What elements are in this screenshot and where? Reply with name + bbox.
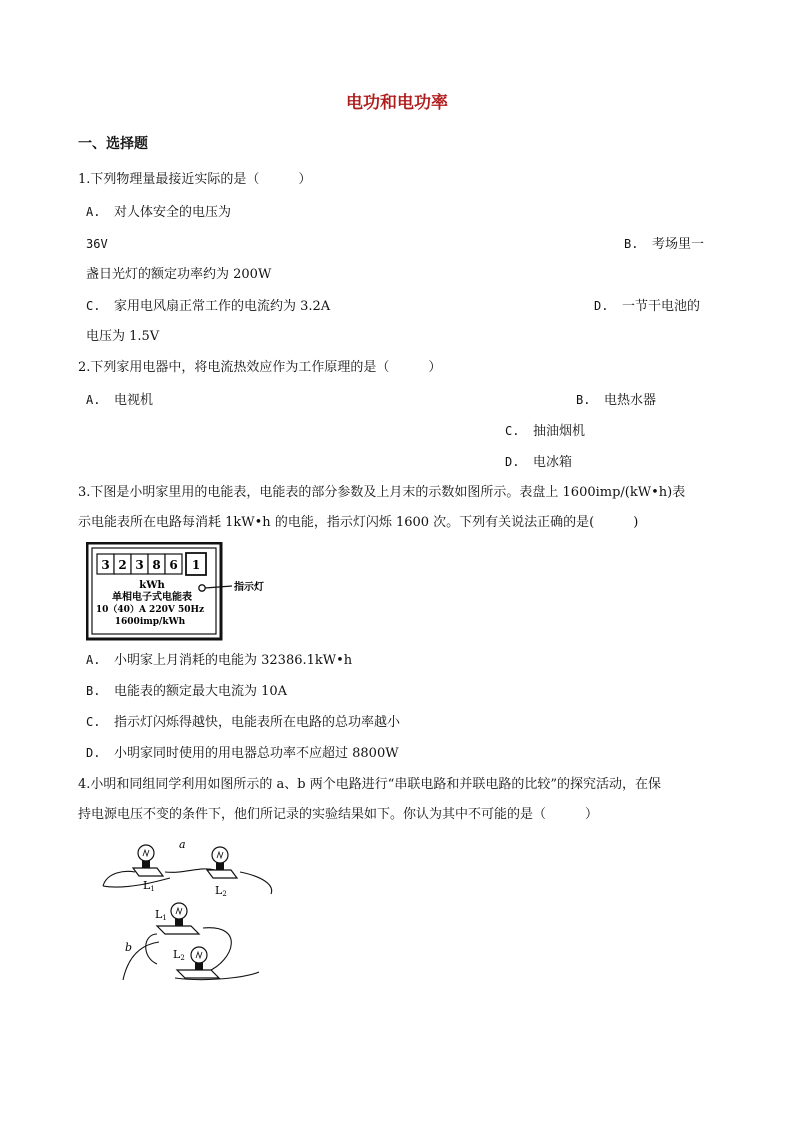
circuit-a-l2-subscript: 2 xyxy=(222,890,227,898)
meter-digit-4: 8 xyxy=(152,558,161,572)
q2-option-b-text: 电热水器 xyxy=(604,393,657,408)
meter-name: 单相电子式电能表 xyxy=(112,592,192,603)
circuit-b-label: b xyxy=(125,941,133,954)
q2-option-c-letter: C. xyxy=(505,424,520,438)
q1-option-a-text: 对人体安全的电压为 xyxy=(114,205,232,220)
meter-unit: kWh xyxy=(139,580,165,591)
meter-digit-6: 1 xyxy=(191,558,201,572)
meter-digit-5: 6 xyxy=(169,558,178,572)
q2-option-d-text: 电冰箱 xyxy=(533,455,573,470)
q3-stem-line1: 3.下图是小明家里用的电能表，电能表的部分参数及上月末的示数如图所示。表盘上 1600imp/(kW•h)表 xyxy=(78,485,686,500)
q2-option-d-letter: D. xyxy=(505,455,520,469)
q4-stem-line1: 4.小明和同组同学利用如图所示的 a、b 两个电路进行“串联电路和并联电路的比较”的探究活动，在保 xyxy=(78,777,662,792)
circuit-b-l1-label xyxy=(155,908,167,922)
electric-meter-figure xyxy=(86,542,286,642)
q3-option-b-letter: B. xyxy=(86,684,101,698)
q3-option-c[interactable] xyxy=(86,712,400,733)
circuit-figure xyxy=(95,832,285,992)
circuit-a-l2-letter: L xyxy=(215,884,223,897)
circuit-b-l2-letter: L xyxy=(173,948,181,961)
q1-option-c-letter: C. xyxy=(86,299,101,313)
q3-option-a[interactable] xyxy=(86,650,352,671)
bulb-icon xyxy=(133,845,163,876)
q4-stem-line2: 持电源电压不变的条件下，他们所记录的实验结果如下。你认为其中不可能的是（ ） xyxy=(78,807,599,822)
circuit-b-l2-subscript: 2 xyxy=(180,954,185,962)
meter-digit-1: 3 xyxy=(101,558,110,572)
q1-option-c-text: 家用电风扇正常工作的电流约为 3.2A xyxy=(114,299,331,314)
q2-option-d[interactable] xyxy=(505,452,572,473)
q1-stem: 1.下列物理量最接近实际的是（ ） xyxy=(78,172,312,187)
q3-stem-line2: 示电能表所在电路每消耗 1kW•h 的电能，指示灯闪烁 1600 次。下列有关说法正确的是( ) xyxy=(78,515,639,530)
q1-option-b-continuation: 盏日光灯的额定功率约为 200W xyxy=(86,267,272,282)
circuit-a-l1-subscript: 1 xyxy=(150,885,155,893)
section-heading: 一、选择题 xyxy=(78,136,148,152)
meter-imp: 1600imp/kWh xyxy=(114,617,186,627)
circuit-a xyxy=(103,838,272,898)
meter-spec: 10（40）A 220V 50Hz xyxy=(95,605,205,615)
q3-option-b-text: 电能表的额定最大电流为 10A xyxy=(114,684,288,699)
circuit-a-l1-label xyxy=(143,879,155,893)
q3-option-a-letter: A. xyxy=(86,653,101,667)
q1-option-b-text: 考场里一 xyxy=(652,237,705,252)
circuit-a-l2-label xyxy=(215,884,227,898)
circuit-b-l2-label xyxy=(173,948,185,962)
circuit-a-label: a xyxy=(179,838,186,851)
q1-option-d-letter: D. xyxy=(594,299,609,313)
q2-option-c[interactable] xyxy=(505,421,585,442)
bulb-icon xyxy=(207,847,237,878)
q2-option-b[interactable] xyxy=(576,390,656,411)
q1-option-d[interactable] xyxy=(594,296,700,317)
q3-option-a-text: 小明家上月消耗的电能为 32386.1kW•h xyxy=(114,653,353,668)
meter-digit-2: 2 xyxy=(118,558,127,572)
q1-option-b-letter: B. xyxy=(624,237,639,251)
q2-stem: 2.下列家用电器中，将电流热效应作为工作原理的是（ ） xyxy=(78,360,442,375)
q1-option-d-text: 一节干电池的 xyxy=(622,299,701,314)
q3-option-d-text: 小明家同时使用的用电器总功率不应超过 8800W xyxy=(114,746,399,761)
q1-option-a-letter: A. xyxy=(86,205,101,219)
q1-option-a-continuation: 36V xyxy=(86,237,108,251)
circuit-a-l1-letter: L xyxy=(143,879,151,892)
circuit-b-l1-letter: L xyxy=(155,908,163,921)
q3-option-c-letter: C. xyxy=(86,715,101,729)
q1-option-d-continuation: 电压为 1.5V xyxy=(86,329,160,344)
q3-option-d[interactable] xyxy=(86,743,399,764)
meter-digit-3: 3 xyxy=(135,558,144,572)
q2-option-a-letter: A. xyxy=(86,393,101,407)
q3-option-b[interactable] xyxy=(86,681,287,702)
q1-option-b[interactable] xyxy=(624,234,704,255)
circuit-b xyxy=(123,903,259,980)
q1-option-a[interactable] xyxy=(86,202,231,223)
q3-option-d-letter: D. xyxy=(86,746,101,760)
indicator-label: 指示灯 xyxy=(234,582,264,593)
q2-option-a[interactable] xyxy=(86,390,153,411)
circuit-b-l1-subscript: 1 xyxy=(162,914,167,922)
indicator-lamp-icon xyxy=(199,585,205,591)
q3-option-c-text: 指示灯闪烁得越快，电能表所在电路的总功率越小 xyxy=(114,715,401,730)
q2-option-c-text: 抽油烟机 xyxy=(533,424,586,439)
q1-option-c[interactable] xyxy=(86,296,330,317)
q2-option-a-text: 电视机 xyxy=(114,393,154,408)
q2-option-b-letter: B. xyxy=(576,393,591,407)
bulb-icon xyxy=(177,947,219,978)
page-title: 电功和电功率 xyxy=(346,93,448,113)
